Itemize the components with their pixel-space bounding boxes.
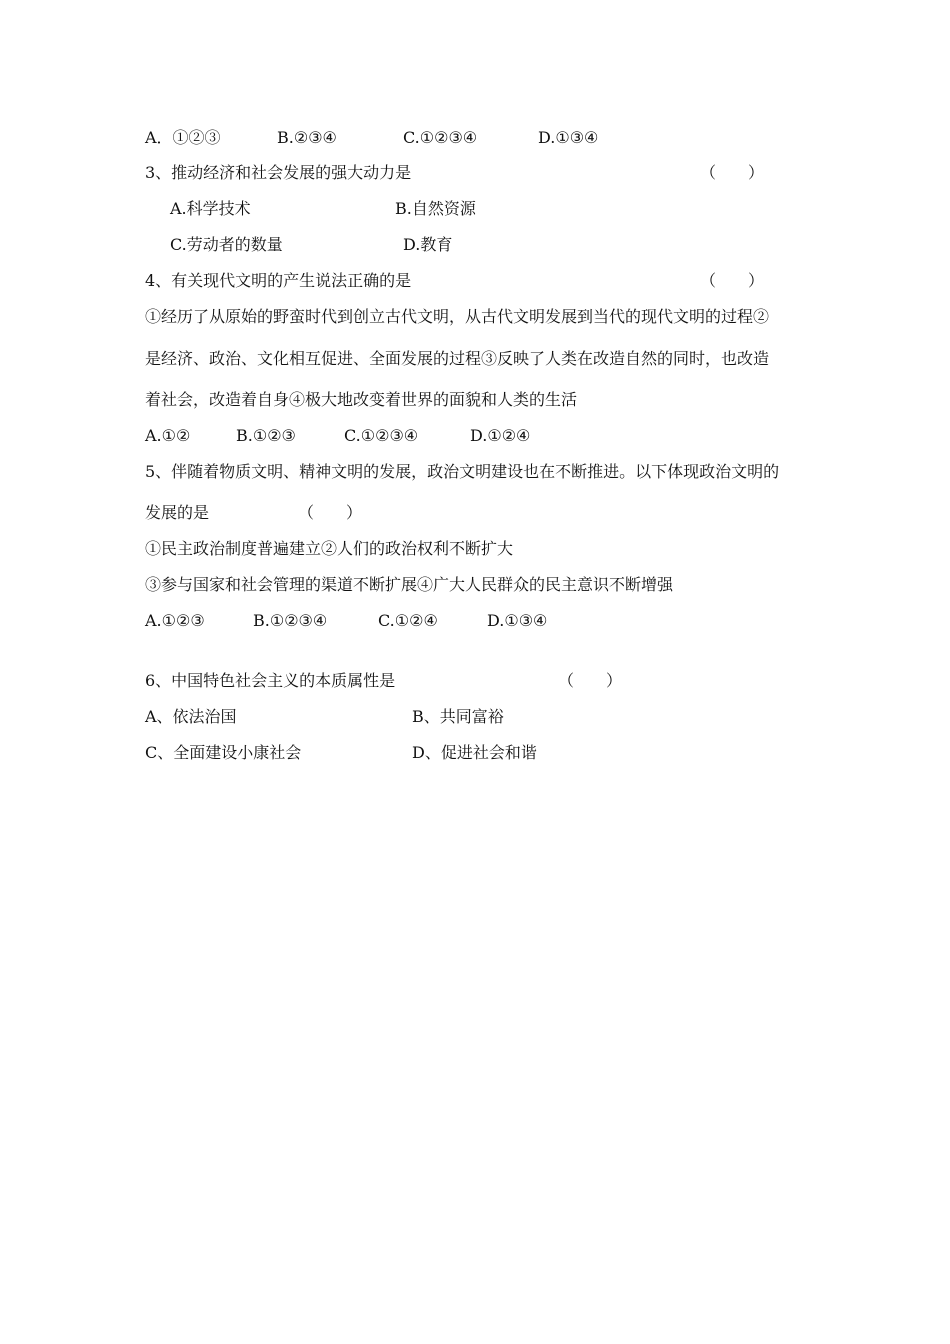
q4-option-d: D.①②④ [470,426,531,445]
q6-option-b: B、共同富裕 [412,707,504,726]
q3-option-d: D.教育 [403,235,453,254]
q4-stem: 4、有关现代文明的产生说法正确的是 [145,271,412,290]
q5-answer-bracket: （ ） [298,503,363,522]
q4-option-b: B.①②③ [236,426,296,445]
q3-option-c: C.劳动者的数量 [170,235,283,254]
q5-option-d: D.①③④ [487,611,548,630]
q4-answer-bracket: （ ） [700,271,765,290]
q2-option-a: A．①②③ [145,128,221,147]
q6-answer-bracket: （ ） [558,671,623,690]
q5-option-b: B.①②③④ [253,611,328,630]
q5-option-a: A.①②③ [145,611,205,630]
q4-body-line: 是经济、政治、文化相互促进、全面发展的过程③反映了人类在改造自然的同时，也改造 [145,349,770,368]
q4-option-c: C.①②③④ [344,426,419,445]
q2-option-d: D.①③④ [538,128,599,147]
q5-stem-line: 5、伴随着物质文明、精神文明的发展，政治文明建设也在不断推进。以下体现政治文明的 [145,462,780,481]
q6-stem: 6、中国特色社会主义的本质属性是 [145,671,396,690]
q3-option-a: A.科学技术 [170,199,251,218]
q4-option-a: A.①② [145,426,191,445]
q3-answer-bracket: （ ） [700,163,765,182]
q6-option-c: C、全面建设小康社会 [145,743,302,762]
q5-body-line: ③参与国家和社会管理的渠道不断扩展④广大人民群众的民主意识不断增强 [145,575,674,594]
q2-option-b: B.②③④ [277,128,337,147]
q4-body-line: ①经历了从原始的野蛮时代到创立古代文明，从古代文明发展到当代的现代文明的过程② [145,307,770,326]
q5-body-line: ①民主政治制度普遍建立②人们的政治权利不断扩大 [145,539,514,558]
q4-body-line: 着社会，改造着自身④极大地改变着世界的面貌和人类的生活 [145,390,578,409]
q6-option-a: A、依法治国 [145,707,237,726]
q3-stem: 3、推动经济和社会发展的强大动力是 [145,163,412,182]
q2-option-c: C.①②③④ [403,128,478,147]
q5-option-c: C.①②④ [378,611,438,630]
q6-option-d: D、促进社会和谐 [412,743,537,762]
q5-stem-line: 发展的是 [145,503,210,522]
q3-option-b: B.自然资源 [395,199,476,218]
